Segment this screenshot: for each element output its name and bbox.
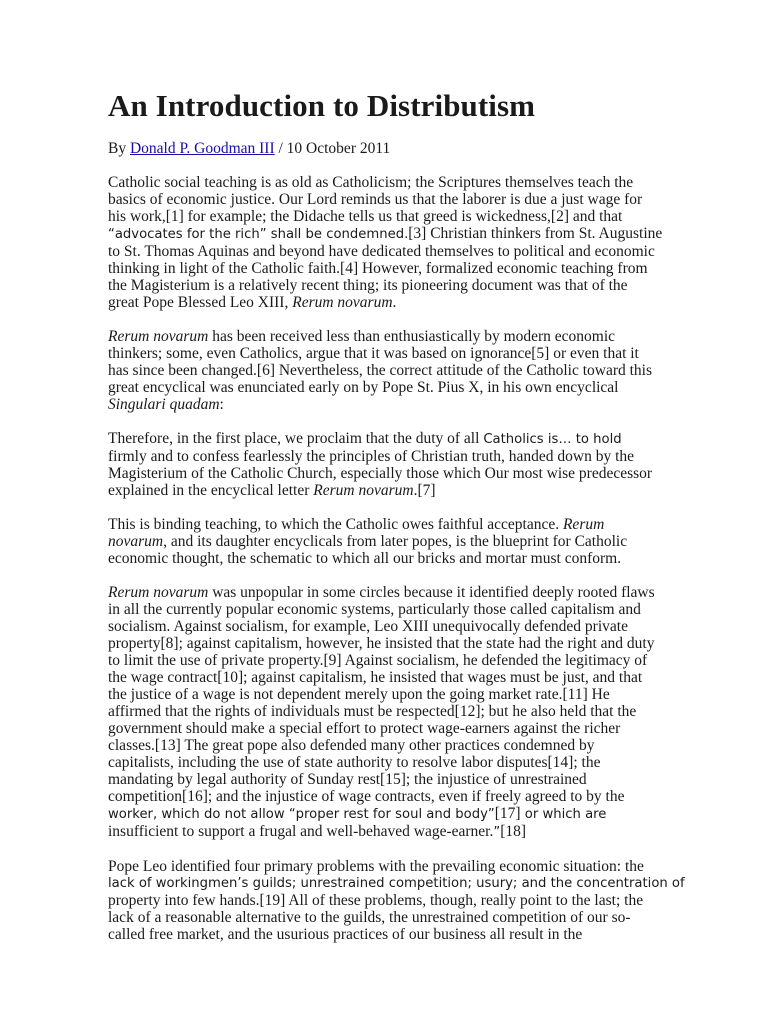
paragraph-3-quote: Therefore, in the first place, we proclaim that the duty of all Catholics is… to hold firmly and to confess fearlessly the principles of Christian truth, handed down by the Magisterium of the Catholic Church, especially those which Our most wise predecessor explained in the encyclical letter Rerum novarum.[7] [108, 430, 653, 499]
paragraph-4: This is binding teaching, to which the Catholic owes faithful acceptance. Rerum novarum, and its daughter encyclicals from later popes, is the blueprint for Catholic economic thought, the schematic to which all our bricks and mortar must conform. [108, 516, 628, 567]
page-title: An Introduction to Distributism [108, 88, 536, 123]
paragraph-6: Pope Leo identified four primary problems with the prevailing economic situation: the lack of workingmen’s guilds; unrestrained competition; usury; and the concentration of property into few hands.[19] All of these problems, though, really point to the last; the lack of a reasonable alternative to the guilds, the unrestrained competition of our so- called free market, and the usurious practices of our business all result in the [108, 858, 685, 943]
paragraph-5: Rerum novarum was unpopular in some circles because it identified deeply rooted flaws in all the currently popular economic systems, particularly those called capitalism and socialism. Against socialism, for example, Leo XIII unequivocally defended private property[8]; against capitalism, however, he insisted that the state had the right and duty to limit the use of private property.[9] Against socialism, he defended the legitimacy of the wage contract[10]; against capitalism, he insisted that wages must be just, and that the justice of a wage is not dependent merely upon the going market rate.[11] He affirmed that the rights of individuals must be respected[12]; but he also held that the government should make a special effort to protect wage-earners against the richer classes.[13] The great pope also defended many other practices condemned by capitalists, including the use of state authority to resolve labor disputes[14]; the mandating by legal authority of Sunday rest[15]; the injustice of unrestrained competition[16]; and the injustice of wage contracts, even if freely agreed to by the worker, which do not allow “proper rest for soul and body”[17] or which are insufficient to support a frugal and well-behaved wage-earner.”[18] [108, 584, 655, 840]
paragraph-2: Rerum novarum has been received less than enthusiastically by modern economic thinkers; some, even Catholics, argue that it was based on ignorance[5] or even that it has since been changed.[6] Nevertheless, the correct attitude of the Catholic toward this great encyclical was enunciated early on by Pope St. Pius X, in his own encyclical Singulari quadam: [108, 328, 653, 413]
paragraph-1: Catholic social teaching is as old as Catholicism; the Scriptures themselves teach the basics of economic justice. Our Lord reminds us that the laborer is due a just wage for his work,[1] for example; the Didache tells us that greed is wickedness,[2] and that “advocates for the rich” shall be condemned.[3] Christian thinkers from St. Augustine to St. Thomas Aquinas and beyond have dedicated themselves to political and economic thinking in light of the Catholic faith.[4] However, formalized economic teaching from the Magisterium is a relatively recent thing; its pioneering document was that of the great Pope Blessed Leo XIII, Rerum novarum. [108, 174, 663, 311]
byline [108, 140, 688, 157]
publish-date: / 10 October 2011 [274, 140, 391, 157]
author-link[interactable]: Donald P. Goodman III [129, 140, 275, 157]
byline-prefix: By [108, 140, 130, 157]
